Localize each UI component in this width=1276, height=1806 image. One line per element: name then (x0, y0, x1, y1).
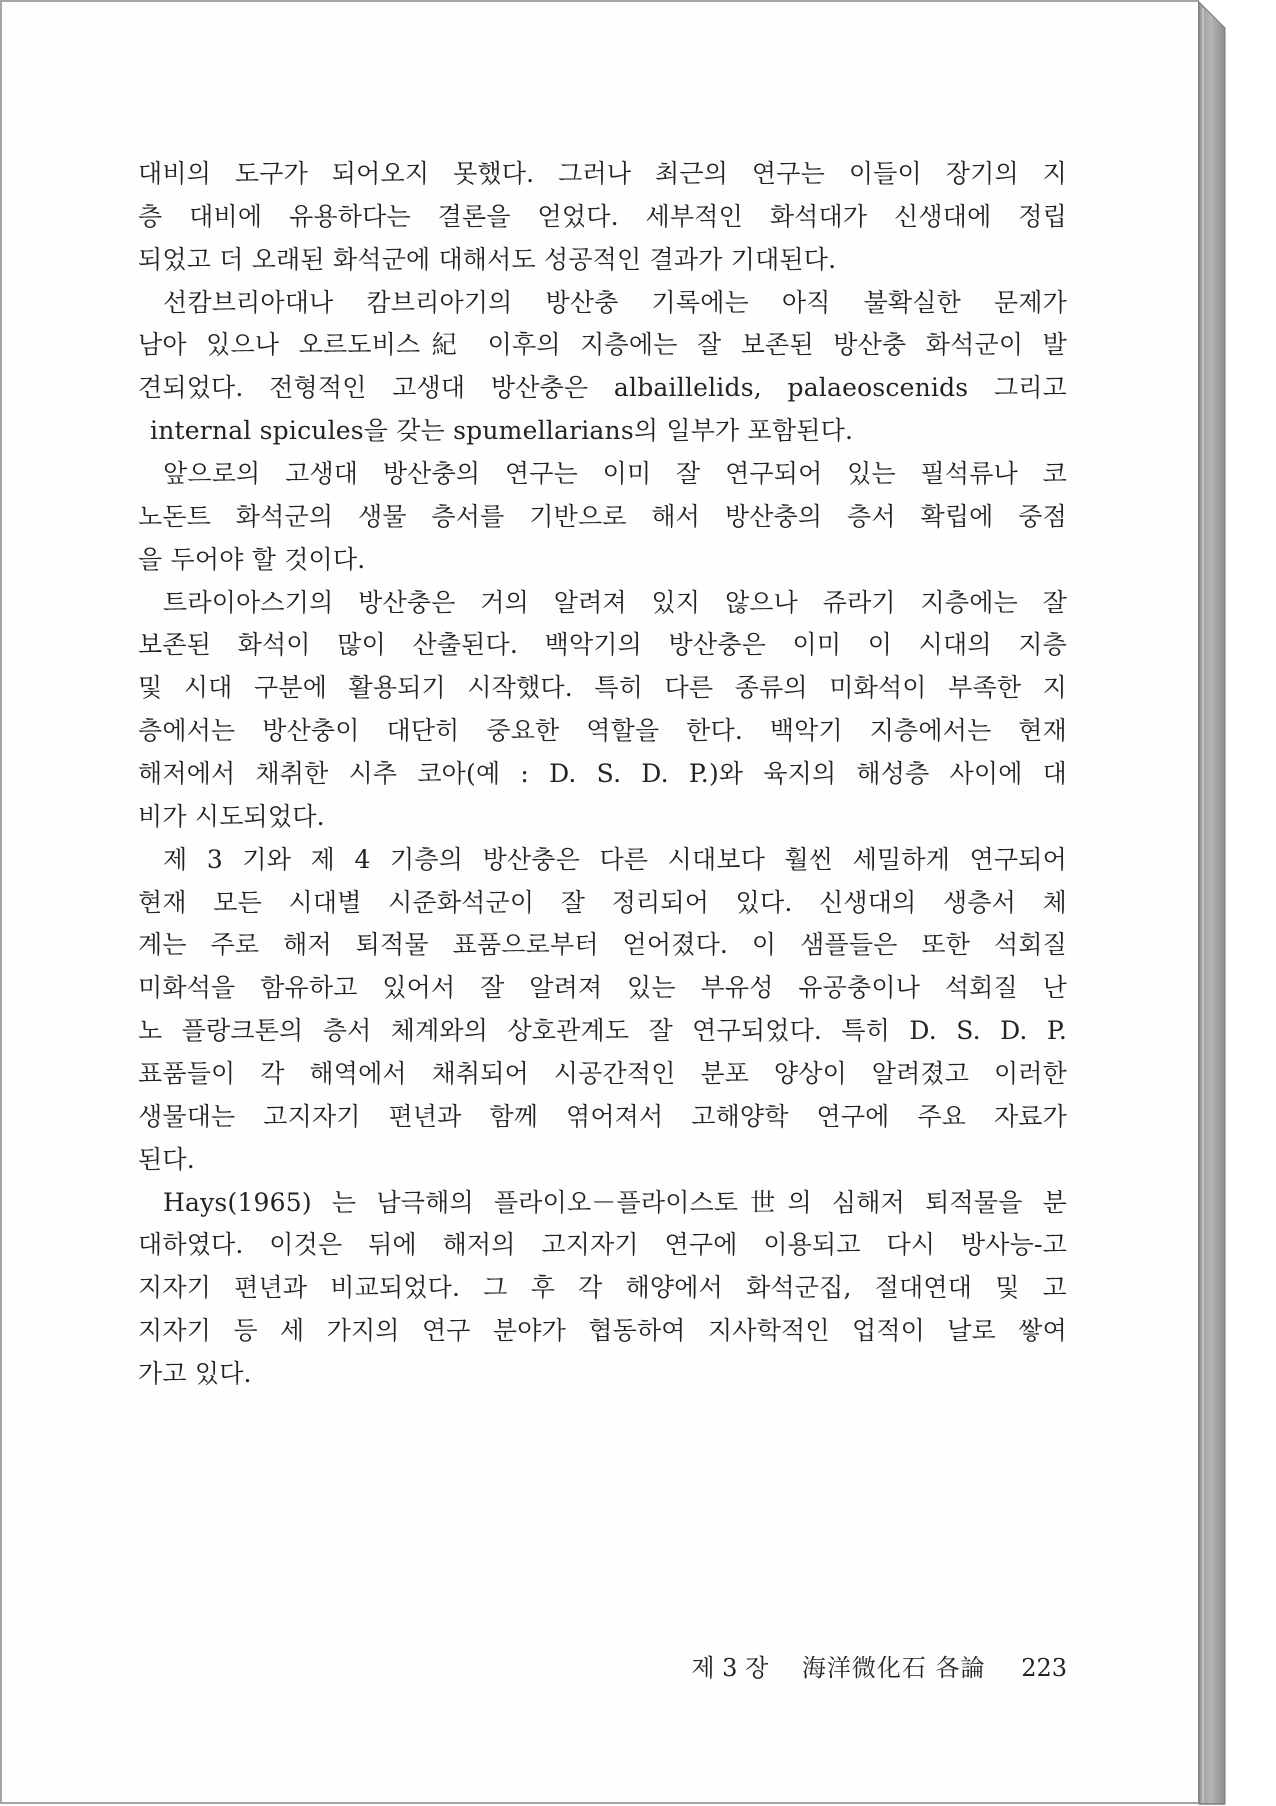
text-line: 노돈트 화석군의 생물 층서를 기반으로 해서 방산충의 층서 확립에 중점 (138, 501, 1067, 531)
text-line: 앞으로의 고생대 방산충의 연구는 이미 잘 연구되어 있는 필석류나 코 (163, 459, 1067, 489)
text-line: 되었고 더 오래된 화석군에 대해서도 성공적인 결과가 기대된다. (138, 244, 837, 274)
text-line: 지자기 등 세 가지의 연구 분야가 협동하여 지사학적인 업적이 날로 쌓여 (138, 1316, 1067, 1346)
paragraph (138, 582, 1067, 839)
paragraph (138, 839, 1067, 1182)
paragraph (138, 453, 1067, 582)
chapter-title: 海洋微化石 各論 (801, 1654, 986, 1682)
text-line: 계는 주로 해저 퇴적물 표품으로부터 얻어졌다. 이 샘플들은 또한 석회질 (138, 930, 1067, 960)
text-line: 보존된 화석이 많이 산출된다. 백악기의 방산충은 이미 이 시대의 지층 (138, 630, 1067, 660)
text-line: 지자기 편년과 비교되었다. 그 후 각 해양에서 화석군집, 절대연대 및 고 (138, 1273, 1067, 1303)
text-line: 트라이아스기의 방산충은 거의 알려져 있지 않으나 쥬라기 지층에는 잘 (163, 587, 1067, 617)
text-line: 비가 시도되었다. (138, 801, 325, 831)
page-number: 223 (1021, 1654, 1067, 1682)
chapter-label: 제 3 장 (691, 1654, 769, 1682)
text-line: 미화석을 함유하고 있어서 잘 알려져 있는 부유성 유공충이나 석회질 난 (138, 973, 1067, 1003)
text-line: 가고 있다. (138, 1359, 252, 1389)
text-line: 대비의 도구가 되어오지 못했다. 그러나 최근의 연구는 이들이 장기의 지 (138, 159, 1067, 188)
paragraph (138, 1182, 1067, 1396)
text-line: Hays(1965) 는 남극해의 플라이오－플라이스토世의 심해저 퇴적물을 분 (163, 1187, 1067, 1217)
text-line: 층에서는 방산충이 대단히 중요한 역할을 한다. 백악기 지층에서는 현재 (138, 716, 1067, 746)
paragraph (138, 153, 1067, 282)
text-line: 해저에서 채취한 시추 코아(예 : D. S. D. P.)와 육지의 해성층 사이에 대 (138, 759, 1067, 789)
text-line: internal spicules을 갖는 spumellarians의 일부가 포함된다. (150, 416, 854, 446)
body-text (138, 153, 1067, 1396)
page-footer (138, 1647, 1067, 1690)
text-line: 된다. (138, 1144, 195, 1174)
paragraph (138, 282, 1067, 453)
text-line: 남아 있으나 오르도비스紀 이후의 지층에는 잘 보존된 방산충 화석군이 발 (138, 330, 1067, 360)
text-line: 층 대비에 유용하다는 결론을 얻었다. 세부적인 화석대가 신생대에 정립 (138, 201, 1067, 231)
text-line: 표품들이 각 해역에서 채취되어 시공간적인 분포 양상이 알려졌고 이러한 (138, 1059, 1067, 1089)
text-line: 선캄브리아대나 캄브리아기의 방산충 기록에는 아직 불확실한 문제가 (163, 287, 1067, 317)
text-line: 노 플랑크톤의 층서 체계와의 상호관계도 잘 연구되었다. 특히 D. S. D. P. (138, 1016, 1067, 1046)
text-line: 생물대는 고지자기 편년과 함께 엮어져서 고해양학 연구에 주요 자료가 (138, 1101, 1067, 1131)
text-line: 및 시대 구분에 활용되기 시작했다. 특히 다른 종류의 미화석이 부족한 지 (138, 673, 1067, 703)
text-line: 현재 모든 시대별 시준화석군이 잘 정리되어 있다. 신생대의 생층서 체 (138, 887, 1067, 917)
text-line: 제 3 기와 제 4 기층의 방산충은 다른 시대보다 훨씬 세밀하게 연구되어 (163, 844, 1067, 874)
text-line: 견되었다. 전형적인 고생대 방산충은 albaillelids, palaeoscenids 그리고 (138, 373, 1067, 403)
text-line: 을 두어야 할 것이다. (138, 544, 366, 574)
text-line: 대하였다. 이것은 뒤에 해저의 고지자기 연구에 이용되고 다시 방사능-고 (138, 1230, 1067, 1260)
